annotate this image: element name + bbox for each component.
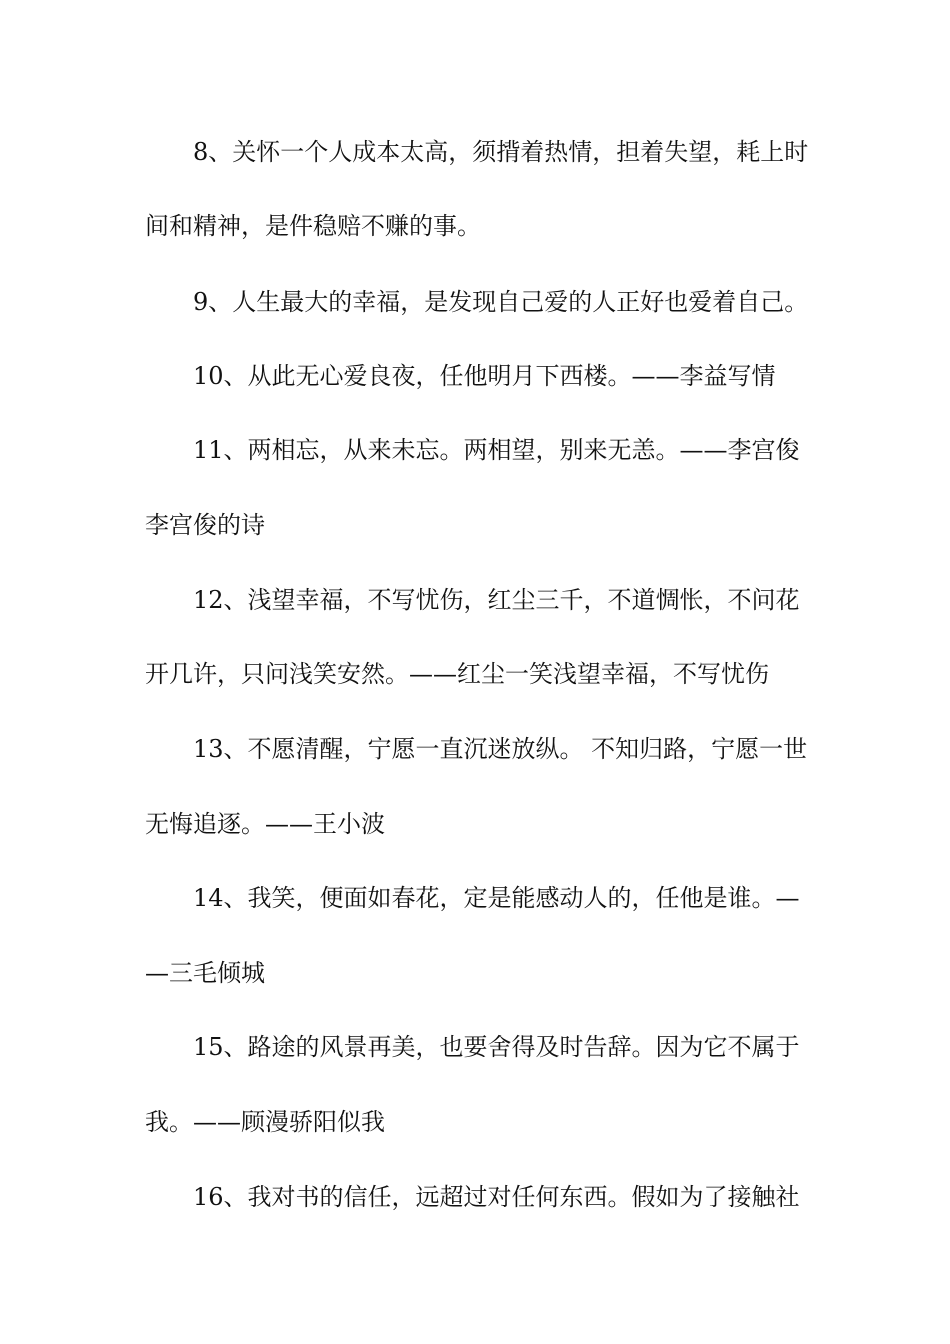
quote-13-line-1: 13、不愿清醒，宁愿一直沉迷放纵。 不知归路，宁愿一世 (193, 735, 808, 763)
quote-13-line-2: 无悔追逐。——王小波 (145, 810, 385, 838)
quote-8-line-1: 8、关怀一个人成本太高，须揹着热情，担着失望，耗上时 (193, 138, 809, 166)
quote-10-line-1: 10、从此无心爱良夜，任他明月下西楼。——李益写情 (193, 362, 776, 390)
quote-11-line-1: 11、两相忘，从来未忘。两相望，别来无恙。——李宫俊 (193, 436, 800, 464)
quote-14-line-1: 14、我笑，便面如春花，定是能感动人的，任他是谁。— (193, 884, 800, 912)
quote-12-line-2: 开几许，只问浅笑安然。——红尘一笑浅望幸福，不写忧伤 (145, 660, 769, 688)
quote-8-line-2: 间和精神，是件稳赔不赚的事。 (145, 212, 481, 240)
quote-15-line-1: 15、路途的风景再美，也要舍得及时告辞。因为它不属于 (193, 1033, 800, 1061)
quote-12-line-1: 12、浅望幸福，不写忧伤，红尘三千，不道惆怅，不问花 (193, 586, 800, 614)
quote-16-line-1: 16、我对书的信任，远超过对任何东西。假如为了接触社 (193, 1183, 800, 1211)
quote-9-line-1: 9、人生最大的幸福，是发现自己爱的人正好也爱着自己。 (193, 288, 809, 316)
quote-14-line-2: —三毛倾城 (145, 959, 265, 987)
quote-15-line-2: 我。——顾漫骄阳似我 (145, 1108, 385, 1136)
quote-11-line-2: 李宫俊的诗 (145, 511, 265, 539)
